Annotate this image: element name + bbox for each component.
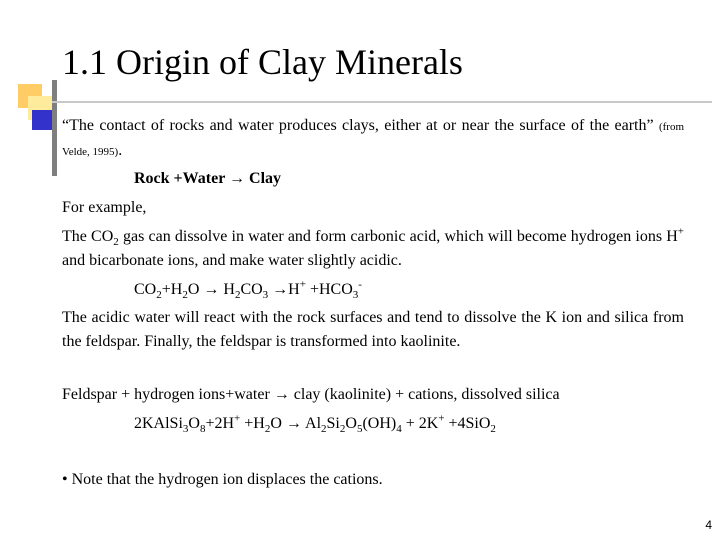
eq1-lhs: Rock +Water [134,170,226,187]
eq2-sub: 3 [262,289,269,302]
para1-text-a: The CO [62,228,114,245]
eq4-part: Si [326,415,340,432]
arrow-icon: → [203,281,220,298]
eq2-part: CO [240,281,263,298]
page-number: 4 [705,518,712,532]
for-example-line: For example, [62,199,147,216]
slide-title: 1.1 Origin of Clay Minerals [62,42,463,82]
para1-superscript: + [677,225,685,238]
eq2-part: O [187,281,204,298]
eq4-part: +4SiO [444,415,491,432]
eq2-sub: 2 [156,289,162,302]
title-underline-rule [52,101,712,103]
arrow-icon: → [273,386,290,403]
eq2-sup: + [299,278,306,291]
equation-kaolinite-formula [62,412,684,436]
equation-feldspar-reaction [62,383,684,407]
eq4-sub: 8 [199,423,206,436]
arrow-icon: → [272,281,289,298]
eq4-part: O [270,415,286,432]
decorative-vertical-bar [52,80,57,176]
eq2-part: H [219,281,235,298]
equation-carbonic-acid [62,278,684,302]
arrow-icon: → [285,415,302,432]
eq4-sup: + [438,412,445,425]
decorative-blue-square [32,110,52,130]
eq4-part: (OH) [362,415,397,432]
eq3-lhs: Feldspar + hydrogen ions+water [62,386,274,403]
para1-subscript: 2 [113,236,119,249]
eq4-part: Al [301,415,322,432]
eq4-part: + 2K [401,415,439,432]
eq4-sub: 2 [264,423,271,436]
eq4-part: +H [240,415,265,432]
eq1-rhs: Clay [249,170,282,187]
eq2-part: CO [134,281,157,298]
eq4-sub: 2 [339,423,346,436]
eq4-sub: 4 [396,423,402,436]
eq4-part: O [345,415,357,432]
eq4-part: 2KAlSi [134,415,183,432]
para1-text-b: gas can dissolve in water and form carbonic acid, which will become hydrogen ions H [118,228,678,245]
eq4-sub: 2 [321,423,327,436]
acidic-water-paragraph: The acidic water will react with the rock surfaces and tend to dissolve the K ion and silica from the feldspar. Finally, the feldspar is transformed into kaolinite. [62,309,684,350]
eq2-part: +H [161,281,183,298]
eq4-sub: 3 [182,423,189,436]
quote-citation: (from Velde, 1995) [62,121,685,158]
equation-rock-water-clay [62,167,684,191]
eq4-part: O [188,415,200,432]
eq2-sub: 2 [182,289,188,302]
arrow-icon: → [229,170,246,187]
para1-text-c: and bicarbonate ions, and make water slightly acidic. [62,252,402,269]
eq2-sup: - [358,278,362,291]
quote-paragraph [62,114,684,164]
eq2-part: +HCO [305,281,353,298]
co2-paragraph [62,225,684,273]
note-bullet: • Note that the hydrogen ion displaces the cations. [62,471,383,488]
quote-end: . [118,142,123,159]
quote-text: “The contact of rocks and water produces clays, either at or near the surface of the earth” [62,117,654,134]
eq4-sub: 2 [490,423,496,436]
eq3-rhs: clay (kaolinite) + cations, dissolved silica [289,386,560,403]
eq4-sub: 5 [356,423,363,436]
eq2-sub: 3 [352,289,359,302]
eq4-part: +2H [205,415,235,432]
eq4-sup: + [234,412,241,425]
eq2-sub: 2 [234,289,241,302]
eq2-part: H [288,281,300,298]
